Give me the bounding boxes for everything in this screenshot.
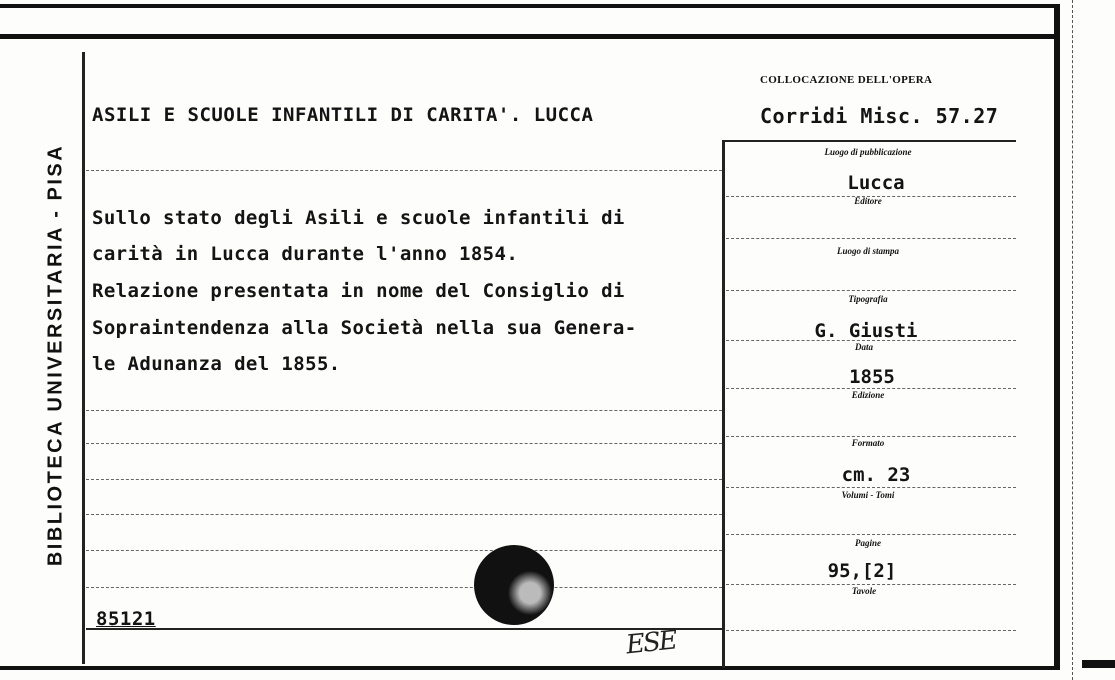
ruled-line	[86, 587, 722, 588]
label-luogo-stampa: Luogo di stampa	[836, 246, 900, 256]
collocation-shelfmark: Corridi Misc. 57.27	[760, 104, 999, 128]
collocation-header: COLLOCAZIONE DELL'OPERA	[760, 74, 933, 86]
bottom-border-bar	[0, 666, 1060, 670]
title-line-1: Sullo stato degli Asili e scuole infantili di	[92, 207, 625, 229]
ruled-line	[86, 479, 722, 480]
ruled-line	[726, 388, 1016, 389]
label-pagine: Pagine	[855, 538, 881, 548]
bottom-right-mark	[1082, 660, 1115, 668]
value-tipografia: G. Giusti	[814, 320, 918, 342]
ruled-line	[86, 550, 722, 551]
label-tipografia: Tipografia	[848, 294, 888, 304]
ruled-line	[726, 534, 1016, 535]
title-line-5: le Adunanza del 1855.	[92, 353, 341, 375]
ruled-line	[726, 487, 1016, 488]
ruled-line	[726, 238, 1016, 239]
detail-box-rule	[722, 140, 725, 668]
inventory-number: 85121	[96, 608, 156, 630]
label-data: Data	[855, 342, 873, 352]
ruled-line	[726, 630, 1016, 631]
title-line-3: Relazione presentata in nome del Consiglio di	[92, 280, 625, 302]
title-line-4: Sopraintendenza alla Società nella sua Genera-	[92, 317, 637, 339]
title-line-2: carità in Lucca durante l'anno 1854.	[92, 243, 519, 265]
top-border-bar-2	[0, 34, 1060, 39]
author-heading: ASILI E SCUOLE INFANTILI DI CARITA'. LUCCA	[92, 104, 594, 126]
ruled-line	[726, 584, 1016, 585]
top-border-bar	[0, 4, 1060, 8]
handwritten-note: ESE	[624, 625, 678, 661]
detail-box-top	[722, 140, 1016, 142]
left-margin-rule	[82, 52, 85, 664]
value-formato: cm. 23	[841, 464, 911, 486]
label-luogo-pubblicazione: Luogo di pubblicazione	[824, 147, 912, 157]
label-formato: Formato	[851, 438, 885, 448]
ruled-line	[86, 410, 722, 411]
value-data: 1855	[849, 366, 895, 388]
label-tavole: Tavole	[851, 586, 877, 596]
ruled-line	[86, 170, 722, 171]
ruled-line	[86, 443, 722, 444]
value-pagine: 95,[2]	[827, 560, 897, 582]
right-edge-line	[1072, 0, 1073, 680]
ruled-line	[726, 290, 1016, 291]
ruled-line	[86, 514, 722, 515]
label-edizione: Edizione	[851, 390, 885, 400]
right-border-bar	[1054, 8, 1060, 668]
ruled-line	[726, 436, 1016, 437]
value-luogo-pubblicazione: Lucca	[847, 172, 905, 194]
ink-stain	[474, 545, 554, 625]
label-volumi-tomi: Volumi - Tomi	[841, 490, 895, 500]
library-side-label: BIBLIOTECA UNIVERSITARIA - PISA	[44, 143, 67, 567]
label-editore: Editore	[854, 196, 882, 206]
